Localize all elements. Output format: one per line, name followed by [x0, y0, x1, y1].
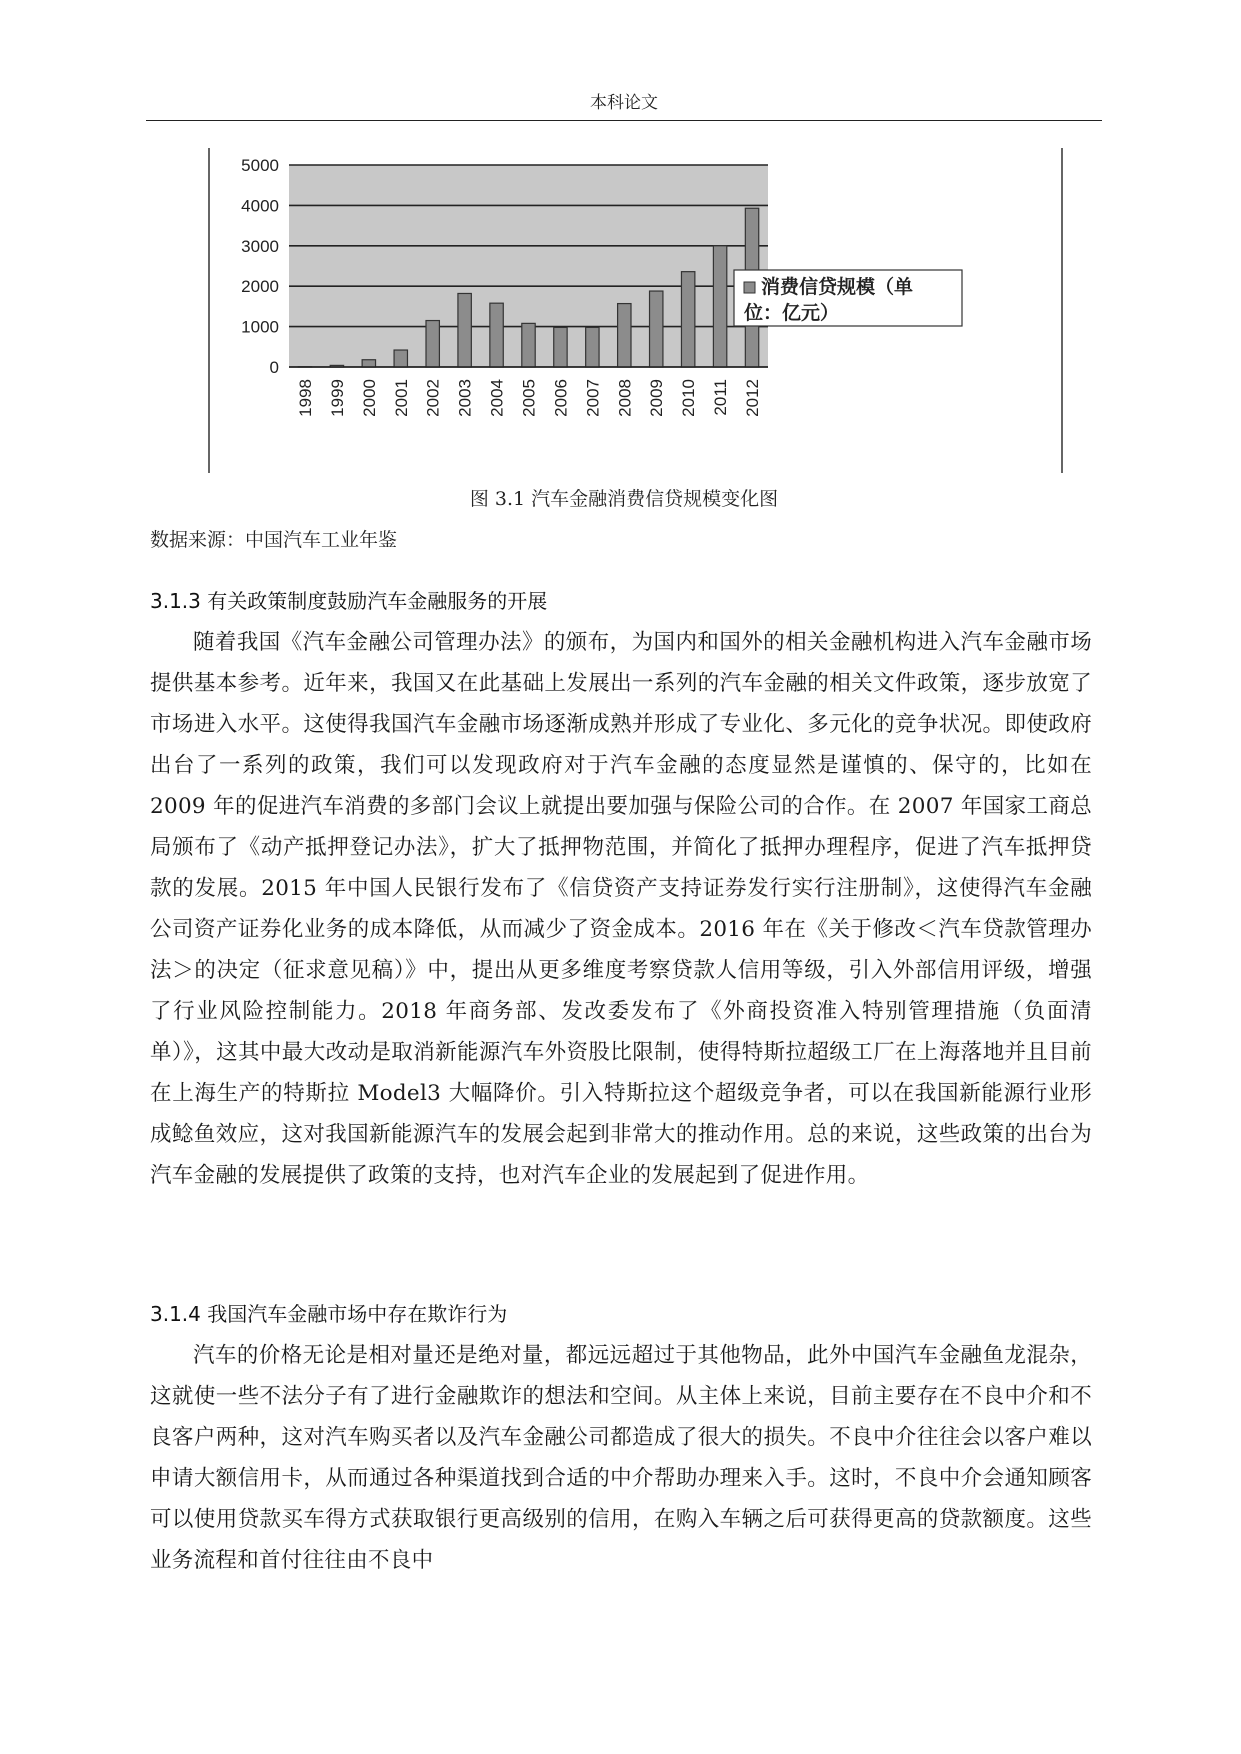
- bar: [650, 291, 663, 367]
- section-heading-3-1-3: 3.1.3 有关政策制度鼓励汽车金融服务的开展: [150, 589, 548, 613]
- bar: [681, 272, 694, 367]
- bar: [490, 303, 503, 367]
- x-tick-label: 2009: [647, 379, 667, 417]
- bar: [426, 321, 439, 367]
- bar: [618, 304, 631, 367]
- data-source: 数据来源：中国汽车工业年鉴: [150, 529, 398, 551]
- x-tick-label: 2005: [519, 379, 539, 417]
- chart-svg: [207, 148, 1064, 473]
- legend-swatch: [744, 282, 755, 293]
- y-tick-label: 4000: [241, 196, 279, 216]
- y-tick-label: 3000: [241, 236, 279, 256]
- x-tick-label: 1998: [295, 379, 315, 417]
- x-tick-label: 2003: [455, 379, 475, 417]
- x-tick-label: 2006: [551, 379, 571, 417]
- x-tick-label: 2001: [391, 379, 411, 417]
- bar: [554, 327, 567, 367]
- x-tick-label: 2012: [743, 379, 763, 417]
- x-tick-label: 2010: [679, 379, 699, 417]
- page-header: 本科论文: [590, 93, 658, 113]
- bar: [586, 327, 599, 367]
- x-tick-label: 2007: [583, 379, 603, 417]
- legend-label: 位：亿元）: [744, 302, 840, 324]
- bar: [394, 350, 407, 367]
- figure-caption: 图 3.1 汽车金融消费信贷规模变化图: [469, 488, 779, 510]
- x-tick-label: 2011: [711, 379, 731, 416]
- y-tick-label: 0: [269, 358, 279, 377]
- bar: [522, 323, 535, 367]
- y-tick-label: 2000: [241, 277, 279, 297]
- y-tick-label: 5000: [241, 156, 279, 175]
- y-tick-label: 1000: [241, 317, 279, 337]
- x-tick-label: 2002: [423, 379, 443, 417]
- bar: [713, 246, 726, 367]
- x-tick-label: 1999: [327, 379, 347, 417]
- bar: [362, 360, 375, 367]
- section-heading-3-1-4: 3.1.4 我国汽车金融市场中存在欺诈行为: [150, 1302, 508, 1326]
- x-tick-label: 2000: [359, 379, 379, 417]
- header-rule: [146, 120, 1102, 121]
- section-paragraph-3-1-4: 汽车的价格无论是相对量还是绝对量，都远远超过于其他物品，此外中国汽车金融鱼龙混杂，这就使一些不法分子有了进行金融欺诈的想法和空间。从主体上来说，目前主要存在不良中介和不良客户两种，这对汽车购买者以及汽车金融公司都造成了很大的损失。不良中介往往会以客户难以申请大额信用卡，从而通过各种渠道找到合适的中介帮助办理来入手。这时，不良中介会通知顾客可以使用贷款买车得方式获取银行更高级别的信用，在购入车辆之后可获得更高的贷款额度。这些业务流程和首付往往由不良中: [150, 1343, 1092, 1573]
- credit-scale-chart: [207, 148, 1064, 473]
- section-paragraph-3-1-3: 随着我国《汽车金融公司管理办法》的颁布，为国内和国外的相关金融机构进入汽车金融市场提供基本参考。近年来，我国又在此基础上发展出一系列的汽车金融的相关文件政策，逐步放宽了市场进入水平。这使得我国汽车金融市场逐渐成熟并形成了专业化、多元化的竞争状况。即使政府出台了一系列的政策，我们可以发现政府对于汽车金融的态度显然是谨慎的、保守的，比如在 2009 年的促进汽车消费的多部门会议上就提出要加强与保险公司的合作。在 2007 年国家工商总局颁布了《动产抵押登记办法》，扩大了抵押物范围，并简化了抵押办理程序，促进了汽车抵押贷款的发展。2015 年中国人民银行发布了《信贷资产支持证券发行实行注册制》，这使得汽车金融公司资产证券化业务的成本降低，从而减少了资金成本。2016 年在《关于修改＜汽车贷款管理办法＞的决定（征求意见稿）》中，提出从更多维度考察贷款人信用等级，引入外部信用评级，增强了行业风险控制能力。2018 年商务部、发改委发布了《外商投资准入特别管理措施（负面清单）》，这其中最大改动是取消新能源汽车外资股比限制，使得特斯拉超级工厂在上海落地并且目前在上海生产的特斯拉 Model3 大幅降价。引入特斯拉这个超级竞争者，可以在我国新能源行业形成鲶鱼效应，这对我国新能源汽车的发展会起到非常大的推动作用。总的来说，这些政策的出台为汽车金融的发展提供了政策的支持，也对汽车企业的发展起到了促进作用。: [150, 630, 1092, 1188]
- x-tick-label: 2008: [615, 379, 635, 417]
- x-tick-label: 2004: [487, 379, 507, 417]
- bar: [458, 293, 471, 367]
- legend-label: 消费信贷规模（单: [761, 276, 914, 298]
